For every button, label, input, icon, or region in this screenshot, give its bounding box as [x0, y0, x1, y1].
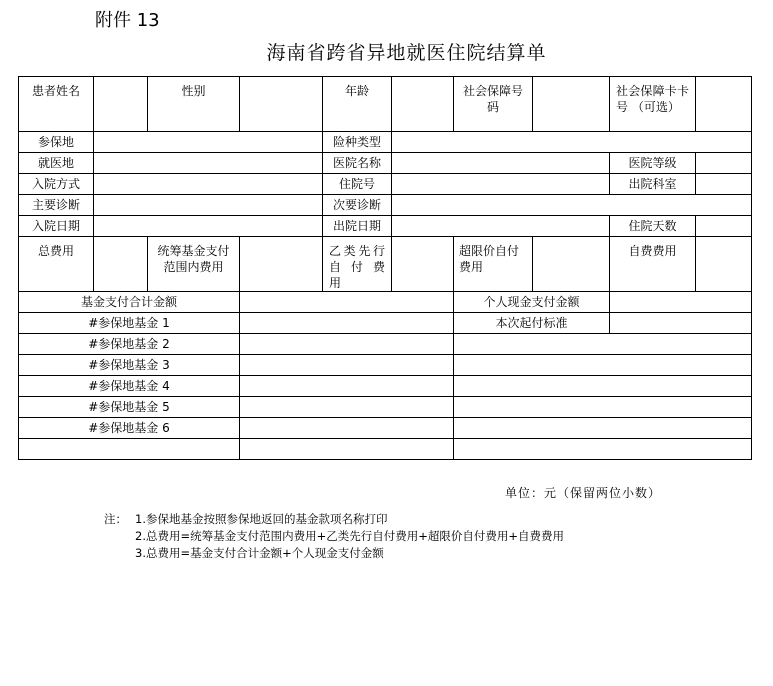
table-row [19, 237, 752, 292]
discharge-date-value[interactable] [392, 216, 610, 237]
table-row [19, 132, 752, 153]
secondary-diagnosis-value[interactable] [392, 195, 752, 216]
discharge-dept-label: 出院科室 [610, 174, 696, 195]
fund-4-label: #参保地基金 4 [19, 376, 240, 397]
blank-cell[interactable] [240, 439, 454, 460]
hospitalization-no-label: 住院号 [323, 174, 392, 195]
notes [104, 511, 564, 562]
fund-6-label: #参保地基金 6 [19, 418, 240, 439]
blank-cell[interactable] [19, 439, 240, 460]
class-b-cost-label: 乙类先行自 付 费 用 [323, 237, 392, 292]
note-item: 1.参保地基金按照参保地返回的基金款项名称打印 [135, 512, 388, 526]
note-item: 2.总费用=统筹基金支付范围内费用+乙类先行自付费用+超限价自付费用+自费费用 [135, 529, 565, 543]
fund-5-label: #参保地基金 5 [19, 397, 240, 418]
insured-place-label: 参保地 [19, 132, 94, 153]
hospitalization-no-value[interactable] [392, 174, 610, 195]
unit-note: 单位：元（保留两位小数） [505, 486, 662, 500]
insured-place-value[interactable] [94, 132, 323, 153]
table-row [19, 355, 752, 376]
fund-2-value[interactable] [240, 334, 454, 355]
primary-diagnosis-value[interactable] [94, 195, 323, 216]
total-cost-label: 总费用 [19, 237, 94, 292]
fund-3-label: #参保地基金 3 [19, 355, 240, 376]
insurance-type-label: 险种类型 [323, 132, 392, 153]
table-row [19, 153, 752, 174]
fund-2-label: #参保地基金 2 [19, 334, 240, 355]
blank-cell[interactable] [454, 397, 752, 418]
class-b-cost-value[interactable] [392, 237, 454, 292]
fund-3-value[interactable] [240, 355, 454, 376]
ss-number-value[interactable] [533, 77, 610, 132]
blank-cell[interactable] [454, 334, 752, 355]
fund-4-value[interactable] [240, 376, 454, 397]
patient-name-label: 患者姓名 [19, 77, 94, 132]
table-row [19, 292, 752, 313]
table-row [19, 216, 752, 237]
blank-cell[interactable] [454, 355, 752, 376]
gender-value[interactable] [240, 77, 323, 132]
note-item: 3.总费用=基金支付合计金额+个人现金支付金额 [135, 546, 384, 560]
blank-cell[interactable] [454, 376, 752, 397]
insurance-type-value[interactable] [392, 132, 752, 153]
admission-method-value[interactable] [94, 174, 323, 195]
fund-total-value[interactable] [240, 292, 454, 313]
fund-1-label: #参保地基金 1 [19, 313, 240, 334]
fund-6-value[interactable] [240, 418, 454, 439]
age-label: 年龄 [323, 77, 392, 132]
table-row [19, 397, 752, 418]
hospital-name-value[interactable] [392, 153, 610, 174]
ss-number-label: 社会保障号码 [454, 77, 533, 132]
admission-date-label: 入院日期 [19, 216, 94, 237]
deductible-value[interactable] [610, 313, 752, 334]
hospital-days-label: 住院天数 [610, 216, 696, 237]
over-limit-cost-label: 超限价自付费用 [454, 237, 533, 292]
primary-diagnosis-label: 主要诊断 [19, 195, 94, 216]
total-cost-value[interactable] [94, 237, 148, 292]
self-pay-cost-value[interactable] [696, 237, 752, 292]
ss-card-value[interactable] [696, 77, 752, 132]
page-title: 海南省跨省异地就医住院结算单 [266, 42, 547, 64]
personal-cash-label: 个人现金支付金额 [454, 292, 610, 313]
fund-1-value[interactable] [240, 313, 454, 334]
over-limit-cost-value[interactable] [533, 237, 610, 292]
table-row [19, 313, 752, 334]
personal-cash-value[interactable] [610, 292, 752, 313]
table-row [19, 77, 752, 132]
patient-name-value[interactable] [94, 77, 148, 132]
pooled-fund-cost-value[interactable] [240, 237, 323, 292]
pooled-fund-cost-label: 统筹基金支付范围内费用 [148, 237, 240, 292]
hospital-days-value[interactable] [696, 216, 752, 237]
hospital-name-label: 医院名称 [323, 153, 392, 174]
table-row [19, 376, 752, 397]
age-value[interactable] [392, 77, 454, 132]
attachment-label: 附件 13 [95, 10, 160, 31]
fund-total-label: 基金支付合计金额 [19, 292, 240, 313]
table-row [19, 195, 752, 216]
notes-label: 注： [104, 512, 127, 526]
self-pay-cost-label: 自费费用 [610, 237, 696, 292]
notes-list [135, 511, 564, 562]
discharge-date-label: 出院日期 [323, 216, 392, 237]
table-row [19, 418, 752, 439]
hospital-level-label: 医院等级 [610, 153, 696, 174]
table-row [19, 439, 752, 460]
table-row [19, 334, 752, 355]
blank-cell[interactable] [454, 418, 752, 439]
gender-label: 性别 [148, 77, 240, 132]
admission-method-label: 入院方式 [19, 174, 94, 195]
discharge-dept-value[interactable] [696, 174, 752, 195]
treatment-place-value[interactable] [94, 153, 323, 174]
hospital-level-value[interactable] [696, 153, 752, 174]
ss-card-label: 社会保障卡卡 号 （可选） [610, 77, 696, 132]
admission-date-value[interactable] [94, 216, 323, 237]
table-row [19, 174, 752, 195]
treatment-place-label: 就医地 [19, 153, 94, 174]
fund-5-value[interactable] [240, 397, 454, 418]
deductible-label: 本次起付标准 [454, 313, 610, 334]
settlement-form-table [18, 76, 752, 460]
secondary-diagnosis-label: 次要诊断 [323, 195, 392, 216]
blank-cell[interactable] [454, 439, 752, 460]
